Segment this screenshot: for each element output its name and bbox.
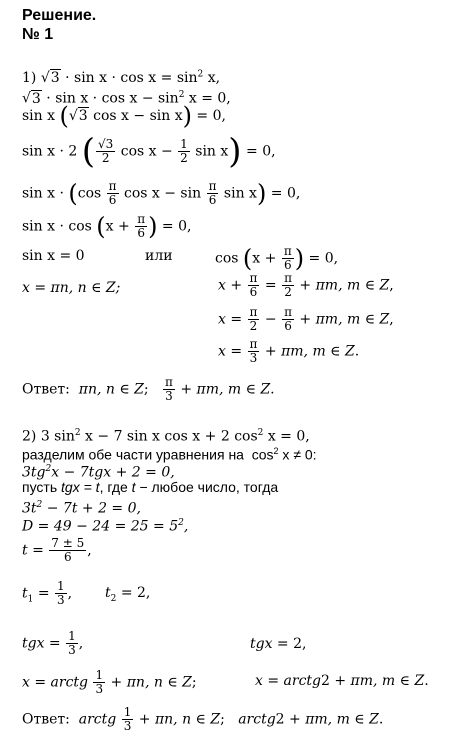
p1-root-right-3: x = $\frac{\pi}{3}$ + πm, m ∈ Z. [218,337,360,365]
p1-root-right-1: x + $\frac{\pi}{6}$ = $\frac{\pi}{2}$ + πm, m ∈ Z, [218,271,394,299]
p2-line-5: $3t^2 - 7t + 2 = 0$, [22,500,141,517]
p1-answer: Ответ: πn, n ∈ Z; $\frac{\pi}{3}$ + πm, m ∈ Z. [22,375,275,403]
p2-line-2: разделим обе части уравнения на $\cos^2 x \ne 0$: [22,446,317,463]
p1-answer-label: Ответ: [22,381,70,398]
p2-answer: Ответ: arctg $\frac{1}{3}$ + πn, n ∈ Z; arctg2 + πm, m ∈ Z. [22,705,384,733]
p1-line-1 [22,66,220,86]
p1-root-left: x = πn, n ∈ Z; [22,280,121,296]
p2-line-3: $3tg^2x - 7tgx + 2 = 0$, [22,464,175,481]
p1-line-2: $√3 \cdot \sin x \cdot \cos x - \sin^2 x = 0$, [22,90,231,107]
p2-line-7: t = $\frac{7 \pm 5}{6}$ , [22,536,92,564]
p1-case-right: cos (x + $\frac{\pi}{6}$ ) = 0, [215,244,339,273]
p2-line-6: $D = 49 - 24 = 25 = 5^2$, [22,518,189,535]
p2-tg-right: tgx = 2, [250,636,307,652]
p1-line-3: sin x (√3 cos x − sin x) = 0, [22,102,226,130]
problem-number: № 1 [22,26,54,43]
p2-tg-left: tgx = $\frac{1}{3}$ , [22,629,84,657]
p2-line-1: 2) 3 $\sin^2 x - 7$ sin x cos x + 2 $\cos^2 x = 0$, [22,428,310,445]
p1-case-left: sin x = 0 [22,248,85,264]
p2-t1: $t_1$ = $\frac{1}{3}$ , [22,579,73,607]
p1-line-1-text: 1) $√3 \cdot \sin x \cdot \cos x = \sin^2 x$, [22,69,221,86]
solution-heading: Решение. [22,7,97,24]
p2-x-right: x = arctg2 + πm, m ∈ Z. [255,673,429,689]
p1-or: или [145,248,173,264]
p2-x-left: x = arctg $\frac{1}{3}$ + πn, n ∈ Z; [22,668,197,696]
p2-answer-label: Ответ: [22,711,70,728]
p1-line-5: sin x · (cos $\frac{\pi}{6}$ cos x − sin $\frac{\pi}{6}$ sin x) = 0, [22,179,301,208]
p1-line-4: sin x · 2 ( $\frac{√3}{2}$ cos x − $\frac{1}{2}$ sin x) = 0, [22,131,276,172]
p2-t2: $t_2 = 2$, [105,585,151,604]
p1-root-right-2: x = $\frac{\pi}{2}$ − $\frac{\pi}{6}$ + πm, m ∈ Z, [218,305,394,333]
p1-line-6: sin x · cos (x + $\frac{\pi}{6}$ ) = 0, [22,212,192,241]
p2-line-4: пусть tgx = t, где t − любое число, тогда [22,479,279,495]
